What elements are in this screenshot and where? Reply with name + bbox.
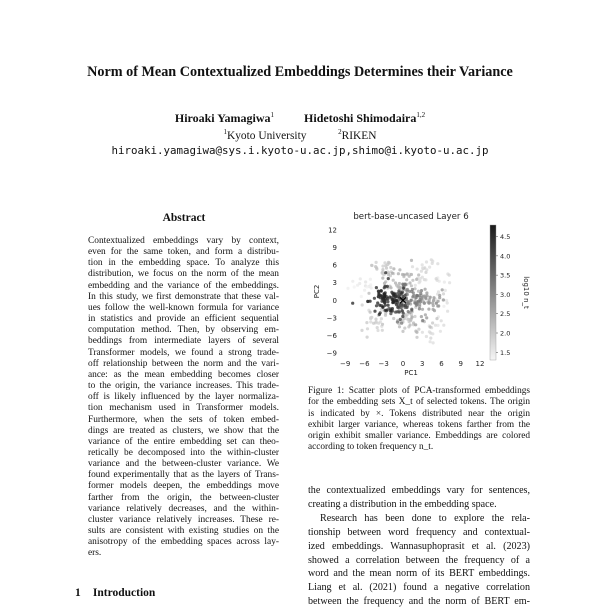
scatter-point bbox=[397, 272, 400, 275]
scatter-point bbox=[410, 259, 413, 262]
scatter-point bbox=[395, 284, 398, 287]
abstract-line: cluster variance relatively increases. These re- bbox=[88, 514, 279, 525]
scatter-point bbox=[405, 306, 408, 309]
scatter-point bbox=[360, 329, 363, 332]
author-1-sup: 1 bbox=[270, 111, 275, 119]
scatter-point bbox=[420, 289, 423, 292]
colorbar bbox=[490, 225, 496, 360]
scatter-point bbox=[448, 281, 451, 284]
abstract-line: distribution, we focus on the norm of the mean bbox=[88, 269, 279, 280]
colorbar-label: log10 n_t bbox=[522, 276, 530, 309]
scatter-point bbox=[387, 261, 390, 264]
scatter-point bbox=[366, 336, 369, 339]
scatter-point bbox=[414, 323, 417, 326]
y-tick-label: 0 bbox=[332, 296, 337, 305]
scatter-point bbox=[417, 328, 420, 331]
abstract-line: In this study, we first demonstrate that these val- bbox=[88, 291, 279, 302]
scatter-point bbox=[448, 274, 451, 277]
colorbar-tick-label: 2.0 bbox=[500, 329, 511, 338]
y-tick-label: 12 bbox=[328, 226, 337, 235]
colorbar-tick-label: 4.0 bbox=[500, 252, 511, 261]
scatter-point bbox=[346, 287, 349, 290]
scatter-point bbox=[392, 317, 395, 320]
scatter-point bbox=[375, 286, 378, 289]
scatter-point bbox=[384, 291, 387, 294]
scatter-point bbox=[363, 289, 366, 292]
scatter-point bbox=[387, 273, 390, 276]
scatter-point bbox=[400, 322, 403, 325]
y-tick-label: 6 bbox=[332, 261, 337, 270]
scatter-point bbox=[413, 301, 416, 304]
abstract-line: tion mechanism used in Transformer models. bbox=[88, 403, 279, 414]
affiliation-2-sup: 2 bbox=[338, 128, 342, 136]
scatter-point bbox=[413, 315, 416, 318]
body-line: tionship between word frequency and contextual- bbox=[308, 526, 530, 538]
scatter-point bbox=[384, 280, 387, 283]
scatter-point bbox=[418, 307, 421, 310]
abstract-line: beddings from intermediate layers of several bbox=[88, 336, 279, 347]
scatter-point bbox=[428, 266, 431, 269]
section-heading bbox=[75, 587, 155, 599]
scatter-point bbox=[421, 266, 424, 269]
scatter-point bbox=[431, 332, 434, 335]
abstract-line: computation method. Then, by observing em- bbox=[88, 325, 279, 336]
scatter-point bbox=[411, 265, 414, 268]
abstract-line: off relationship between the norm and the vari- bbox=[88, 358, 279, 369]
scatter-point bbox=[430, 258, 433, 261]
abstract-line: to the origin, the variance increases. This trade- bbox=[88, 381, 279, 392]
scatter-point bbox=[386, 297, 389, 300]
x-axis-label: PC1 bbox=[404, 369, 418, 377]
scatter-point bbox=[396, 320, 399, 323]
scatter-point bbox=[425, 268, 428, 271]
colorbar-tick-label: 3.5 bbox=[500, 271, 511, 280]
scatter-point bbox=[389, 286, 392, 289]
scatter-point bbox=[395, 299, 398, 302]
scatter-point bbox=[403, 294, 406, 297]
scatter-point bbox=[417, 273, 420, 276]
affiliation-1: Kyoto University bbox=[227, 129, 307, 142]
abstract-line: ance: as the mean embedding becomes closer bbox=[88, 369, 279, 380]
abstract-line: found experimentally that as the layers of Trans- bbox=[88, 470, 279, 481]
affiliation-line bbox=[0, 128, 600, 142]
caption-line: is indicated by ×. Tokens distributed near the origin bbox=[308, 408, 530, 419]
scatter-point bbox=[384, 309, 387, 312]
scatter-point bbox=[395, 303, 398, 306]
affiliation-1-sup: 1 bbox=[223, 128, 228, 136]
scatter-point bbox=[389, 266, 392, 269]
scatter-point bbox=[429, 325, 432, 328]
body-text-right-column bbox=[308, 484, 530, 609]
scatter-point bbox=[414, 330, 417, 333]
scatter-point bbox=[432, 296, 435, 299]
scatter-point bbox=[406, 302, 409, 305]
caption-line: Figure 1: Scatter plots of PCA-transformed embeddings bbox=[308, 386, 530, 396]
scatter-point bbox=[421, 331, 424, 334]
scatter-point bbox=[415, 278, 418, 281]
scatter-point bbox=[435, 277, 438, 280]
scatter-point bbox=[435, 317, 438, 320]
scatter-point bbox=[438, 296, 441, 299]
x-tick-label: 12 bbox=[475, 360, 485, 368]
scatter-point bbox=[387, 277, 390, 280]
scatter-point bbox=[410, 284, 413, 287]
scatter-point bbox=[412, 294, 415, 297]
scatter-point bbox=[381, 277, 384, 280]
colorbar-tick-label: 4.5 bbox=[500, 233, 511, 242]
abstract-line: dings are treated as clusters, we show that the bbox=[88, 425, 279, 436]
scatter-point bbox=[401, 283, 404, 286]
abstract-line: Transformer models, we found a strong trade- bbox=[88, 347, 279, 358]
colorbar-tick-label: 2.5 bbox=[500, 310, 511, 319]
abstract-line: farther from the origin, the between-cluster bbox=[88, 492, 279, 503]
scatter-point bbox=[402, 287, 405, 290]
y-tick-label: 3 bbox=[332, 279, 337, 288]
scatter-point bbox=[380, 317, 383, 320]
scatter-point bbox=[361, 303, 364, 306]
scatter-point bbox=[391, 298, 394, 301]
author-2-sup: 1,2 bbox=[416, 111, 426, 119]
scatter-point bbox=[408, 275, 411, 278]
scatter-point bbox=[420, 315, 423, 318]
scatter-point bbox=[356, 284, 359, 287]
scatter-point bbox=[403, 327, 406, 330]
scatter-point bbox=[442, 298, 445, 301]
abstract-line: anisotropy of the embedding spaces across lay- bbox=[88, 537, 279, 548]
scatter-point bbox=[417, 300, 420, 303]
scatter-point bbox=[379, 294, 382, 297]
scatter-point bbox=[392, 267, 395, 270]
scatter-point bbox=[369, 300, 372, 303]
scatter-point bbox=[398, 282, 401, 285]
scatter-point bbox=[421, 308, 424, 311]
scatter-point bbox=[376, 301, 379, 304]
section-number: 1 bbox=[75, 587, 81, 599]
abstract-line: former models deepen, the embeddings move bbox=[88, 481, 279, 492]
scatter-point bbox=[440, 319, 443, 322]
abstract-line: in statistics and provide an efficient sequential bbox=[88, 314, 279, 325]
scatter-point bbox=[442, 292, 445, 295]
scatter-point bbox=[383, 261, 386, 264]
figure-caption bbox=[308, 386, 530, 454]
author-2: Hidetoshi Shimodaira bbox=[304, 111, 417, 125]
y-axis-label: PC2 bbox=[313, 284, 321, 299]
scatter-point bbox=[415, 336, 418, 339]
scatter-point bbox=[387, 304, 390, 307]
caption-line: exhibit larger variance, whereas tokens farther from the bbox=[308, 419, 530, 430]
scatter-point bbox=[389, 309, 392, 312]
scatter-point bbox=[424, 278, 427, 281]
y-tick-label: −3 bbox=[326, 314, 337, 323]
scatter-point bbox=[398, 325, 401, 328]
scatter-point bbox=[376, 326, 379, 329]
scatter-point bbox=[366, 327, 369, 330]
abstract-line: ues follow the well-known formula for variance bbox=[88, 302, 279, 313]
scatter-point bbox=[441, 288, 444, 291]
caption-line: according to token frequency n_t. bbox=[308, 442, 434, 453]
scatter-point bbox=[380, 290, 383, 293]
scatter-point bbox=[360, 295, 363, 298]
scatter-point bbox=[375, 320, 378, 323]
scatter-point bbox=[380, 300, 383, 303]
scatter-point bbox=[429, 337, 432, 340]
scatter-point bbox=[432, 341, 435, 344]
x-tick-label: −6 bbox=[359, 360, 370, 368]
scatter-point bbox=[381, 323, 384, 326]
scatter-point bbox=[399, 318, 402, 321]
scatter-point bbox=[401, 315, 404, 318]
scatter-point bbox=[419, 277, 422, 280]
scatter-point bbox=[391, 272, 394, 275]
scatter-point bbox=[416, 268, 419, 271]
scatter-point bbox=[429, 340, 432, 343]
body-line: ized embeddings. Wannasuphoprasit et al. (2023) bbox=[308, 540, 530, 552]
scatter-point bbox=[424, 297, 427, 300]
scatter-point bbox=[434, 324, 437, 327]
scatter-point bbox=[424, 288, 427, 291]
scatter-point bbox=[406, 313, 409, 316]
body-line: creating a distribution in the embedding space. bbox=[308, 498, 497, 510]
abstract-line: tion in the embedding space. To analyze this bbox=[88, 258, 279, 269]
abstract-line: variance relatively decreases, and the within- bbox=[88, 503, 279, 514]
scatter-point bbox=[426, 294, 429, 297]
scatter-point bbox=[369, 311, 372, 314]
scatter-point bbox=[384, 271, 387, 274]
x-tick-label: −9 bbox=[340, 360, 351, 368]
abstract-line: sults are consistent with existing studies on the bbox=[88, 526, 279, 537]
scatter-point bbox=[424, 313, 427, 316]
colorbar-tick-label: 1.5 bbox=[500, 348, 511, 357]
scatter-point bbox=[376, 329, 379, 332]
scatter-point bbox=[392, 293, 395, 296]
x-tick-label: 0 bbox=[400, 360, 406, 368]
scatter-point bbox=[384, 304, 387, 307]
author-emails: hiroaki.yamagiwa@sys.i.kyoto-u.ac.jp,shimo@i.kyoto-u.ac.jp bbox=[111, 144, 489, 157]
x-tick-label: 9 bbox=[458, 360, 463, 368]
scatter-point bbox=[425, 260, 428, 263]
scatter-point bbox=[383, 286, 386, 289]
y-tick-label: 9 bbox=[332, 244, 337, 253]
author-line bbox=[0, 111, 600, 126]
scatter-point bbox=[411, 279, 414, 282]
scatter-point bbox=[402, 312, 405, 315]
scatter-point bbox=[425, 316, 428, 319]
scatter-point bbox=[402, 275, 405, 278]
scatter-point bbox=[369, 320, 372, 323]
abstract-line: embedding and the variance of the embeddings. bbox=[88, 280, 279, 291]
scatter-point bbox=[409, 323, 412, 326]
scatter-point bbox=[384, 264, 387, 267]
scatter-point bbox=[431, 262, 434, 265]
scatter-point bbox=[405, 278, 408, 281]
scatter-point bbox=[432, 308, 435, 311]
scatter-point bbox=[410, 308, 413, 311]
scatter-point bbox=[436, 262, 439, 265]
scatter-point bbox=[408, 320, 411, 323]
x-tick-label: 3 bbox=[419, 360, 425, 368]
scatter-point bbox=[427, 308, 430, 311]
scatter-point bbox=[444, 289, 447, 292]
abstract-line: variance and the between-cluster variance. We bbox=[88, 459, 279, 470]
abstract-line: retically be decomposed into the within-cluster bbox=[88, 447, 279, 458]
scatter-point bbox=[421, 319, 424, 322]
scatter-point bbox=[439, 330, 442, 333]
affiliation-2: RIKEN bbox=[341, 129, 377, 142]
scatter-point bbox=[375, 261, 378, 264]
figure-1-scatter-plot bbox=[310, 210, 535, 380]
scatter-point bbox=[425, 335, 428, 338]
y-tick-label: −6 bbox=[326, 331, 337, 340]
chart-title: bert-base-uncased Layer 6 bbox=[353, 212, 469, 222]
scatter-point bbox=[367, 292, 370, 295]
scatter-point bbox=[397, 306, 400, 309]
scatter-point bbox=[370, 264, 373, 267]
section-title: Introduction bbox=[92, 587, 156, 599]
abstract-line: Furthermore, when the sets of token embed- bbox=[88, 414, 279, 425]
scatter-point bbox=[436, 304, 439, 307]
scatter-point bbox=[364, 280, 367, 283]
scatter-point bbox=[383, 295, 386, 298]
abstract-line: even for the same token, and form a distribu- bbox=[88, 247, 279, 258]
scatter-point bbox=[411, 288, 414, 291]
scatter-point bbox=[381, 268, 384, 271]
scatter-point bbox=[407, 310, 410, 313]
scatter-point bbox=[400, 292, 403, 295]
scatter-point bbox=[420, 270, 423, 273]
body-line: word and the mean norm of its BERT embeddings. bbox=[308, 568, 530, 580]
body-line: the contextualized embeddings vary for sentences, bbox=[308, 485, 530, 496]
scatter-point bbox=[398, 268, 401, 271]
scatter-point bbox=[423, 302, 426, 305]
scatter-point bbox=[408, 290, 411, 293]
scatter-point bbox=[377, 290, 380, 293]
scatter-point bbox=[359, 277, 362, 280]
scatter-point bbox=[374, 265, 377, 268]
scatter-point bbox=[392, 279, 395, 282]
scatter-point bbox=[351, 302, 354, 305]
colorbar-tick-label: 3.0 bbox=[500, 290, 511, 299]
scatter-point bbox=[427, 302, 430, 305]
abstract-body bbox=[88, 236, 279, 560]
scatter-point bbox=[442, 324, 445, 327]
abstract-line: variance of the entire embedding set can theo- bbox=[88, 436, 279, 447]
scatter-point bbox=[369, 316, 372, 319]
scatter-point bbox=[414, 284, 417, 287]
body-line: Liang et al. (2021) found a negative correlation bbox=[308, 582, 530, 594]
scatter-point bbox=[395, 310, 398, 313]
scatter-point bbox=[373, 310, 376, 313]
abstract-heading: Abstract bbox=[162, 212, 206, 224]
body-line: showed a correlation between the frequency of a bbox=[308, 554, 530, 566]
scatter-point bbox=[421, 263, 424, 266]
scatter-point bbox=[435, 302, 438, 305]
scatter-point bbox=[401, 330, 404, 333]
scatter-point bbox=[381, 329, 384, 332]
scatter-point bbox=[446, 301, 449, 304]
paper-title: Norm of Mean Contextualized Embeddings Determines their Variance bbox=[87, 64, 513, 80]
abstract-line: Contextualized embeddings vary by context, bbox=[88, 236, 279, 246]
scatter-point bbox=[351, 280, 354, 283]
scatter-point bbox=[386, 300, 389, 303]
scatter-point bbox=[386, 285, 389, 288]
scatter-point bbox=[432, 299, 435, 302]
body-line: Research has been done to explore the rela- bbox=[320, 512, 530, 524]
x-tick-label: −3 bbox=[378, 360, 389, 368]
scatter-point bbox=[373, 297, 376, 300]
scatter-point bbox=[429, 296, 432, 299]
scatter-point bbox=[443, 281, 446, 284]
caption-line: for the embedding sets X_t of selected tokens. The origin bbox=[308, 397, 530, 408]
scatter-point bbox=[442, 305, 445, 308]
scatter-point bbox=[446, 310, 449, 313]
body-line: between the frequency and the norm of BERT em- bbox=[308, 596, 530, 608]
y-tick-label: −9 bbox=[326, 349, 337, 358]
scatter-point bbox=[410, 316, 413, 319]
scatter-point bbox=[353, 285, 356, 288]
scatter-point bbox=[431, 321, 434, 324]
caption-line: origin exhibit smaller variance. Embeddings are colored bbox=[308, 431, 530, 442]
scatter-point bbox=[375, 304, 378, 307]
author-1: Hiroaki Yamagiwa bbox=[174, 111, 271, 125]
scatter-point bbox=[378, 313, 381, 316]
scatter-point bbox=[381, 265, 384, 268]
scatter-point bbox=[365, 321, 368, 324]
scatter-point bbox=[369, 278, 372, 281]
scatter-point bbox=[408, 281, 411, 284]
abstract-line: ers. bbox=[88, 548, 102, 559]
scatter-point bbox=[414, 296, 417, 299]
abstract-line: off is likely influenced by the layer normaliza- bbox=[88, 392, 279, 403]
scatter-point bbox=[410, 299, 413, 302]
scatter-point bbox=[366, 285, 369, 288]
x-tick-label: 6 bbox=[439, 360, 444, 368]
